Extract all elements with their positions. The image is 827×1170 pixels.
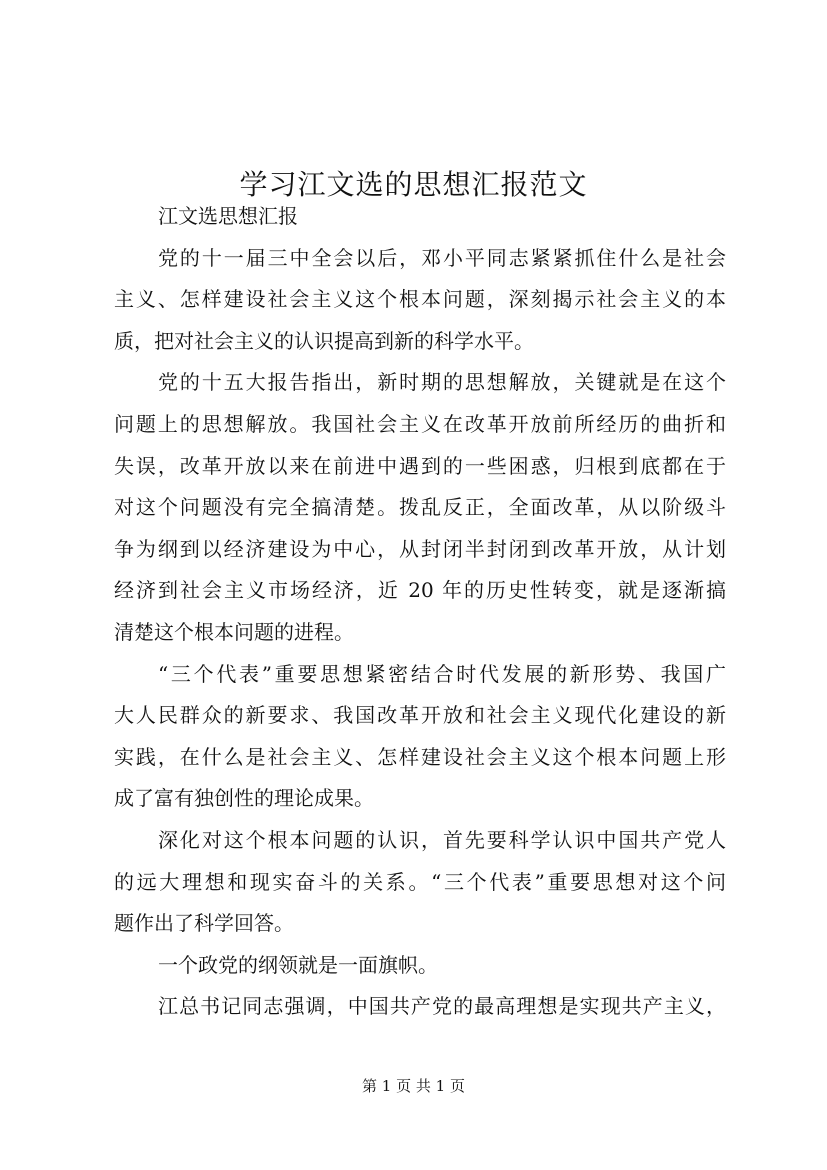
text-line: 清楚这个根本问题的进程。	[114, 619, 354, 644]
text-line: 主义、怎样建设社会主义这个根本问题，深刻揭示社会主义的本	[114, 287, 726, 312]
text-line: 的远大理想和现实奋斗的关系。“三个代表”重要思想对这个问	[114, 869, 726, 894]
text-line: 大人民群众的新要求、我国改革开放和社会主义现代化建设的新	[114, 703, 726, 728]
text-line: 深化对这个根本问题的认识，首先要科学认识中国共产党人	[158, 827, 726, 852]
text-line: 一个政党的纲领就是一面旗帜。	[158, 952, 438, 977]
text-line: 经济到社会主义市场经济，近 20 年的历史性转变，就是逐渐搞	[114, 578, 726, 603]
text-line: 党的十五大报告指出，新时期的思想解放，关键就是在这个	[158, 370, 726, 395]
document-body	[114, 196, 726, 1028]
text-line: 实践，在什么是社会主义、怎样建设社会主义这个根本问题上形	[114, 744, 726, 769]
text-line: “三个代表”重要思想紧密结合时代发展的新形势、我国广	[158, 661, 726, 686]
text-line: 党的十一届三中全会以后，邓小平同志紧紧抓住什么是社会	[158, 245, 726, 270]
document-title: 学习江文选的思想汇报范文	[239, 167, 588, 201]
text-line: 问题上的思想解放。我国社会主义在改革开放前所经历的曲折和	[114, 411, 726, 436]
text-line: 对这个问题没有完全搞清楚。拨乱反正，全面改革，从以阶级斗	[114, 495, 726, 520]
text-line: 江总书记同志强调，中国共产党的最高理想是实现共产主义，	[158, 994, 726, 1019]
text-line: 题作出了科学回答。	[114, 911, 294, 936]
text-line: 失误，改革开放以来在前进中遇到的一些困惑，归根到底都在于	[114, 453, 726, 478]
page-footer: 第 1 页 共 1 页	[362, 1077, 465, 1095]
text-line: 成了富有独创性的理论成果。	[114, 786, 374, 811]
text-line: 江文选思想汇报	[158, 204, 298, 228]
text-line: 质，把对社会主义的认识提高到新的科学水平。	[114, 328, 534, 353]
text-line: 争为纲到以经济建设为中心，从封闭半封闭到改革开放，从计划	[114, 536, 726, 561]
